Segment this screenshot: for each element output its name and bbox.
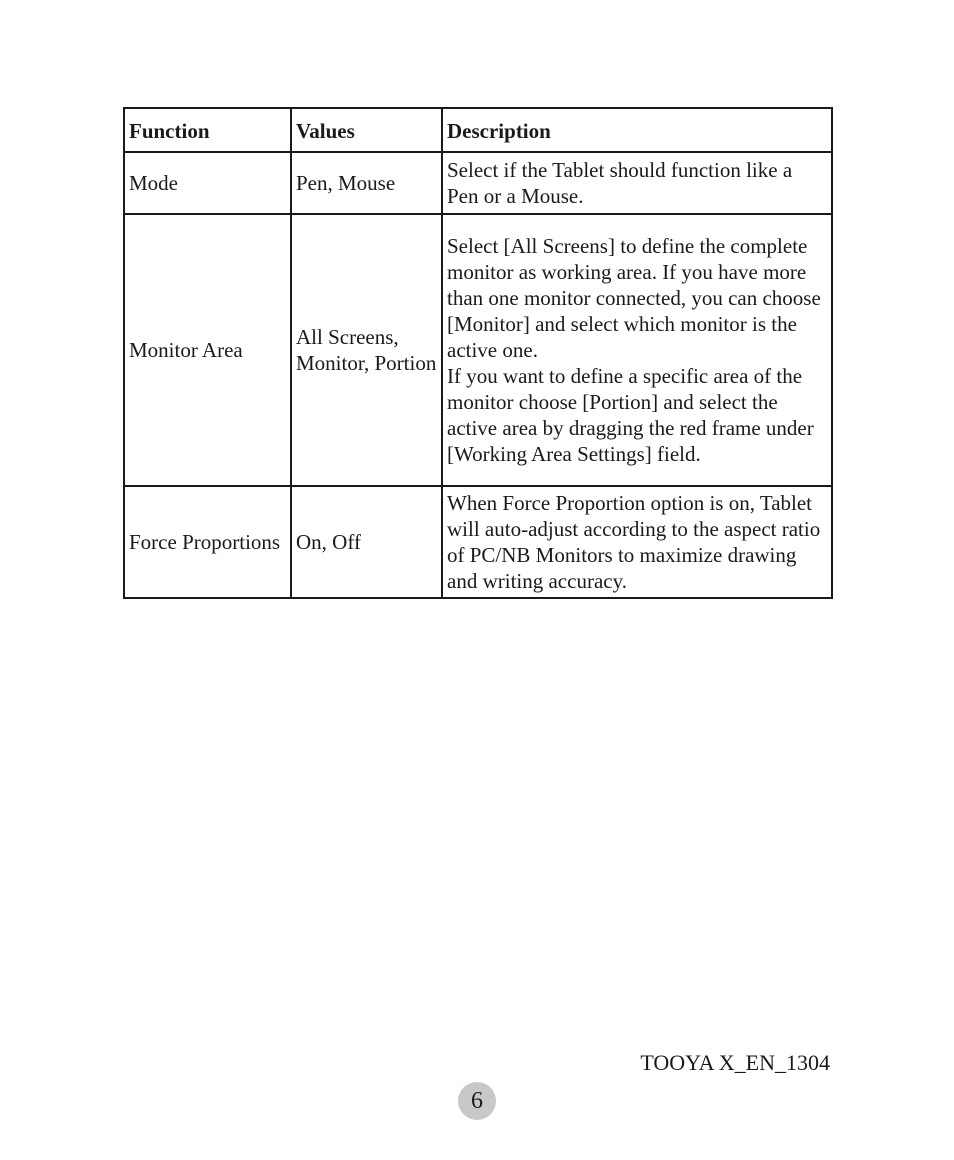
values-cell: Pen, Mouse <box>291 152 442 214</box>
header-values: Values <box>291 108 442 152</box>
description-paragraph: Select if the Tablet should function like a Pen or a Mouse. <box>447 158 793 208</box>
description-cell <box>442 152 832 214</box>
values-cell: All Screens, Monitor, Portion <box>291 214 442 486</box>
values-cell: On, Off <box>291 486 442 598</box>
page-number-badge <box>458 1082 496 1120</box>
document-code: TOOYA X_EN_1304 <box>640 1050 830 1075</box>
header-function: Function <box>124 108 291 152</box>
description-cell <box>442 486 832 598</box>
table-row <box>124 152 832 214</box>
table-row <box>124 214 832 486</box>
description-paragraph: Select [All Screens] to define the complete monitor as working area. If you have more than one monitor connected, you can choose [Monitor] and select which monitor is the active one. <box>447 234 821 362</box>
header-description: Description <box>442 108 832 152</box>
table-header-row <box>124 108 832 152</box>
function-cell: Mode <box>124 152 291 214</box>
page-number: 6 <box>471 1087 483 1114</box>
function-cell: Monitor Area <box>124 214 291 486</box>
description-paragraph: When Force Proportion option is on, Tablet will auto-adjust according to the aspect ratio of PC/NB Monitors to maximize drawing and writing accuracy. <box>447 491 821 593</box>
table-row <box>124 486 832 598</box>
description-cell <box>442 214 832 486</box>
description-paragraph: If you want to define a specific area of the monitor choose [Portion] and select the active area by dragging the red frame under [Working Area Settings] field. <box>447 364 814 466</box>
function-table <box>123 107 833 599</box>
function-cell: Force Proportions <box>124 486 291 598</box>
